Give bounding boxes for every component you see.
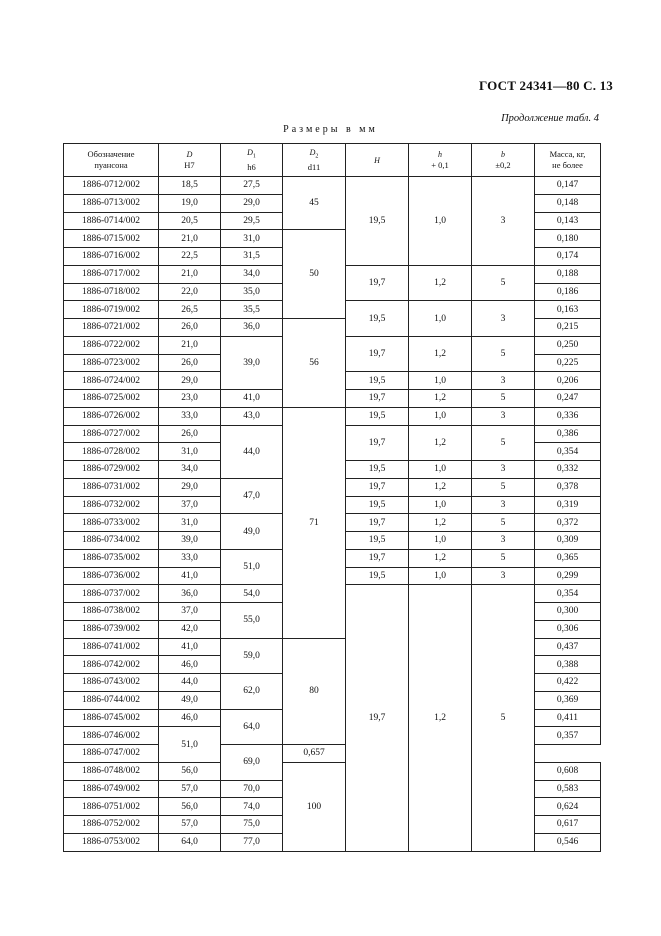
cell-D1: 77,0 xyxy=(221,833,283,851)
cell-mass: 0,369 xyxy=(535,691,601,709)
cell-D: 33,0 xyxy=(159,407,221,425)
cell-b: 3 xyxy=(472,407,535,425)
cell-b: 5 xyxy=(472,478,535,496)
cell-mass: 0,583 xyxy=(535,780,601,798)
cell-mass: 0,306 xyxy=(535,620,601,638)
cell-b: 3 xyxy=(472,301,535,337)
cell-mass: 0,250 xyxy=(535,336,601,354)
cell-D: 20,5 xyxy=(159,212,221,230)
cell-designation: 1886-0726/002 xyxy=(64,407,159,425)
cell-mass: 0,300 xyxy=(535,603,601,621)
col-D1: $D_1$ h6 xyxy=(221,144,283,177)
cell-b: 5 xyxy=(472,265,535,301)
col-b: b ±0,2 xyxy=(472,144,535,177)
cell-D: 26,0 xyxy=(159,425,221,443)
cell-H: 19,7 xyxy=(346,336,409,372)
cell-D: 41,0 xyxy=(159,638,221,656)
cell-mass: 0,354 xyxy=(535,585,601,603)
cell-D1: 39,0 xyxy=(221,336,283,389)
cell-D1: 59,0 xyxy=(221,638,283,674)
cell-mass: 0,336 xyxy=(535,407,601,425)
cell-b: 5 xyxy=(472,549,535,567)
cell-designation: 1886-0743/002 xyxy=(64,674,159,692)
cell-H: 19,7 xyxy=(346,549,409,567)
cell-D: 26,5 xyxy=(159,301,221,319)
cell-D1: 35,5 xyxy=(221,301,283,319)
cell-designation: 1886-0739/002 xyxy=(64,620,159,638)
cell-H: 19,7 xyxy=(346,265,409,301)
cell-D1: 55,0 xyxy=(221,603,283,639)
cell-D1: 54,0 xyxy=(221,585,283,603)
col-mass: Масса, кг, не более xyxy=(535,144,601,177)
col-D2: $D_2$ d11 xyxy=(283,144,346,177)
cell-mass: 0,437 xyxy=(535,638,601,656)
cell-D: 29,0 xyxy=(159,372,221,390)
cell-h: 1,2 xyxy=(409,336,472,372)
cell-mass: 0,206 xyxy=(535,372,601,390)
cell-D: 42,0 xyxy=(159,620,221,638)
cell-designation: 1886-0747/002 xyxy=(64,745,159,763)
cell-D: 31,0 xyxy=(159,514,221,532)
cell-h: 1,2 xyxy=(409,514,472,532)
cell-b: 5 xyxy=(472,585,535,851)
cell-D1: 27,5 xyxy=(221,177,283,195)
cell-designation: 1886-0725/002 xyxy=(64,390,159,408)
cell-h: 1,2 xyxy=(409,390,472,408)
cell-mass: 0,354 xyxy=(535,443,601,461)
cell-designation: 1886-0735/002 xyxy=(64,549,159,567)
cell-D1: 62,0 xyxy=(221,674,283,710)
cell-H: 19,5 xyxy=(346,496,409,514)
cell-H: 19,7 xyxy=(346,478,409,496)
cell-D1: 43,0 xyxy=(221,407,283,425)
cell-designation: 1886-0742/002 xyxy=(64,656,159,674)
cell-D2: 45 xyxy=(283,177,346,230)
dimensions-caption: Размеры в мм xyxy=(283,124,378,135)
cell-H: 19,5 xyxy=(346,301,409,337)
cell-D: 46,0 xyxy=(159,709,221,727)
cell-H: 19,7 xyxy=(346,514,409,532)
cell-D: 33,0 xyxy=(159,549,221,567)
cell-D1: 47,0 xyxy=(221,478,283,514)
cell-b: 5 xyxy=(472,390,535,408)
cell-mass: 0,309 xyxy=(535,532,601,550)
cell-designation: 1886-0748/002 xyxy=(64,762,159,780)
cell-D1: 31,0 xyxy=(221,230,283,248)
cell-D: 34,0 xyxy=(159,461,221,479)
cell-designation: 1886-0715/002 xyxy=(64,230,159,248)
cell-designation: 1886-0737/002 xyxy=(64,585,159,603)
cell-D2: 50 xyxy=(283,230,346,319)
cell-H: 19,7 xyxy=(346,425,409,461)
cell-D: 22,0 xyxy=(159,283,221,301)
cell-designation: 1886-0724/002 xyxy=(64,372,159,390)
cell-mass: 0,163 xyxy=(535,301,601,319)
cell-designation: 1886-0749/002 xyxy=(64,780,159,798)
cell-D: 36,0 xyxy=(159,585,221,603)
cell-designation: 1886-0733/002 xyxy=(64,514,159,532)
col-H: H xyxy=(346,144,409,177)
cell-H: 19,5 xyxy=(346,532,409,550)
cell-designation: 1886-0738/002 xyxy=(64,603,159,621)
cell-designation: 1886-0721/002 xyxy=(64,319,159,337)
cell-mass: 0,319 xyxy=(535,496,601,514)
table-row xyxy=(64,177,601,195)
cell-designation: 1886-0729/002 xyxy=(64,461,159,479)
cell-D1: 69,0 xyxy=(221,745,283,781)
cell-designation: 1886-0732/002 xyxy=(64,496,159,514)
cell-h: 1,2 xyxy=(409,425,472,461)
cell-D1: 44,0 xyxy=(221,425,283,478)
cell-H: 19,7 xyxy=(346,585,409,851)
cell-b: 3 xyxy=(472,372,535,390)
cell-D1: 51,0 xyxy=(221,549,283,585)
cell-mass: 0,608 xyxy=(535,762,601,780)
cell-H: 19,5 xyxy=(346,407,409,425)
cell-mass: 0,357 xyxy=(535,727,601,745)
cell-D1: 49,0 xyxy=(221,514,283,550)
cell-mass: 0,378 xyxy=(535,478,601,496)
cell-designation: 1886-0728/002 xyxy=(64,443,159,461)
cell-D: 23,0 xyxy=(159,390,221,408)
cell-D: 29,0 xyxy=(159,478,221,496)
table-row xyxy=(64,407,601,425)
cell-mass: 0,215 xyxy=(535,319,601,337)
cell-mass: 0,186 xyxy=(535,283,601,301)
cell-H: 19,5 xyxy=(346,567,409,585)
cell-designation: 1886-0731/002 xyxy=(64,478,159,496)
cell-D: 49,0 xyxy=(159,691,221,709)
cell-D1: 70,0 xyxy=(221,780,283,798)
cell-mass: 0,299 xyxy=(535,567,601,585)
cell-b: 5 xyxy=(472,425,535,461)
cell-D: 26,0 xyxy=(159,319,221,337)
cell-D: 57,0 xyxy=(159,816,221,834)
cell-b: 5 xyxy=(472,336,535,372)
cell-designation: 1886-0744/002 xyxy=(64,691,159,709)
cell-H: 19,7 xyxy=(346,390,409,408)
cell-mass: 0,143 xyxy=(535,212,601,230)
cell-designation: 1886-0718/002 xyxy=(64,283,159,301)
cell-designation: 1886-0745/002 xyxy=(64,709,159,727)
cell-designation: 1886-0716/002 xyxy=(64,248,159,266)
cell-designation: 1886-0713/002 xyxy=(64,194,159,212)
cell-h: 1,0 xyxy=(409,461,472,479)
cell-mass: 0,372 xyxy=(535,514,601,532)
cell-designation: 1886-0734/002 xyxy=(64,532,159,550)
cell-mass: 0,180 xyxy=(535,230,601,248)
cell-mass: 0,388 xyxy=(535,656,601,674)
cell-D: 51,0 xyxy=(159,727,221,763)
cell-designation: 1886-0723/002 xyxy=(64,354,159,372)
cell-mass: 0,657 xyxy=(283,745,346,763)
cell-mass: 0,422 xyxy=(535,674,601,692)
cell-designation: 1886-0717/002 xyxy=(64,265,159,283)
cell-D2: 100 xyxy=(283,762,346,851)
cell-D2: 80 xyxy=(283,638,346,745)
cell-designation: 1886-0753/002 xyxy=(64,833,159,851)
cell-mass: 0,188 xyxy=(535,265,601,283)
cell-designation: 1886-0746/002 xyxy=(64,727,159,745)
cell-mass: 0,386 xyxy=(535,425,601,443)
cell-D1: 35,0 xyxy=(221,283,283,301)
cell-mass: 0,148 xyxy=(535,194,601,212)
table-continuation: Продолжение табл. 4 xyxy=(501,113,599,124)
cell-D1: 29,0 xyxy=(221,194,283,212)
cell-D: 41,0 xyxy=(159,567,221,585)
cell-D: 57,0 xyxy=(159,780,221,798)
cell-h: 1,2 xyxy=(409,265,472,301)
cell-b: 3 xyxy=(472,567,535,585)
cell-D: 56,0 xyxy=(159,798,221,816)
cell-D: 44,0 xyxy=(159,674,221,692)
cell-D1: 36,0 xyxy=(221,319,283,337)
cell-h: 1,0 xyxy=(409,496,472,514)
cell-D: 56,0 xyxy=(159,762,221,780)
cell-h: 1,0 xyxy=(409,177,472,266)
cell-mass: 0,624 xyxy=(535,798,601,816)
cell-b: 3 xyxy=(472,177,535,266)
cell-b: 3 xyxy=(472,532,535,550)
table-header-row xyxy=(64,144,601,177)
cell-designation: 1886-0719/002 xyxy=(64,301,159,319)
cell-mass: 0,365 xyxy=(535,549,601,567)
cell-designation: 1886-0712/002 xyxy=(64,177,159,195)
cell-h: 1,0 xyxy=(409,407,472,425)
cell-D1: 64,0 xyxy=(221,709,283,745)
cell-h: 1,0 xyxy=(409,301,472,337)
cell-D1: 75,0 xyxy=(221,816,283,834)
cell-b: 3 xyxy=(472,461,535,479)
cell-D: 37,0 xyxy=(159,603,221,621)
cell-mass: 0,546 xyxy=(535,833,601,851)
cell-D: 46,0 xyxy=(159,656,221,674)
cell-designation: 1886-0727/002 xyxy=(64,425,159,443)
cell-h: 1,0 xyxy=(409,532,472,550)
dimensions-table xyxy=(63,143,601,852)
cell-D: 19,0 xyxy=(159,194,221,212)
cell-D: 21,0 xyxy=(159,230,221,248)
cell-D1: 29,5 xyxy=(221,212,283,230)
cell-designation: 1886-0752/002 xyxy=(64,816,159,834)
cell-mass: 0,174 xyxy=(535,248,601,266)
cell-D: 39,0 xyxy=(159,532,221,550)
cell-D: 18,5 xyxy=(159,177,221,195)
cell-D1: 31,5 xyxy=(221,248,283,266)
cell-mass: 0,247 xyxy=(535,390,601,408)
cell-D: 37,0 xyxy=(159,496,221,514)
cell-D1: 74,0 xyxy=(221,798,283,816)
page-header: ГОСТ 24341—80 С. 13 xyxy=(479,78,613,93)
cell-designation: 1886-0751/002 xyxy=(64,798,159,816)
cell-D: 64,0 xyxy=(159,833,221,851)
cell-h: 1,0 xyxy=(409,567,472,585)
cell-mass: 0,147 xyxy=(535,177,601,195)
cell-H: 19,5 xyxy=(346,461,409,479)
cell-h: 1,0 xyxy=(409,372,472,390)
cell-mass: 0,411 xyxy=(535,709,601,727)
cell-designation: 1886-0741/002 xyxy=(64,638,159,656)
cell-h: 1,2 xyxy=(409,478,472,496)
cell-h: 1,2 xyxy=(409,549,472,567)
cell-D: 22,5 xyxy=(159,248,221,266)
cell-D: 31,0 xyxy=(159,443,221,461)
cell-D: 26,0 xyxy=(159,354,221,372)
cell-designation: 1886-0722/002 xyxy=(64,336,159,354)
cell-D2: 71 xyxy=(283,407,346,638)
cell-D: 21,0 xyxy=(159,265,221,283)
cell-mass: 0,225 xyxy=(535,354,601,372)
cell-h: 1,2 xyxy=(409,585,472,851)
cell-H: 19,5 xyxy=(346,177,409,266)
cell-b: 5 xyxy=(472,514,535,532)
col-designation: Обозначение пуансона xyxy=(64,144,159,177)
cell-mass: 0,617 xyxy=(535,816,601,834)
cell-D1: 34,0 xyxy=(221,265,283,283)
cell-mass: 0,332 xyxy=(535,461,601,479)
cell-b: 3 xyxy=(472,496,535,514)
col-h: h + 0,1 xyxy=(409,144,472,177)
col-D: D H7 xyxy=(159,144,221,177)
cell-designation: 1886-0736/002 xyxy=(64,567,159,585)
cell-H: 19,5 xyxy=(346,372,409,390)
cell-D1: 41,0 xyxy=(221,390,283,408)
cell-D: 21,0 xyxy=(159,336,221,354)
cell-D2: 56 xyxy=(283,319,346,408)
cell-designation: 1886-0714/002 xyxy=(64,212,159,230)
